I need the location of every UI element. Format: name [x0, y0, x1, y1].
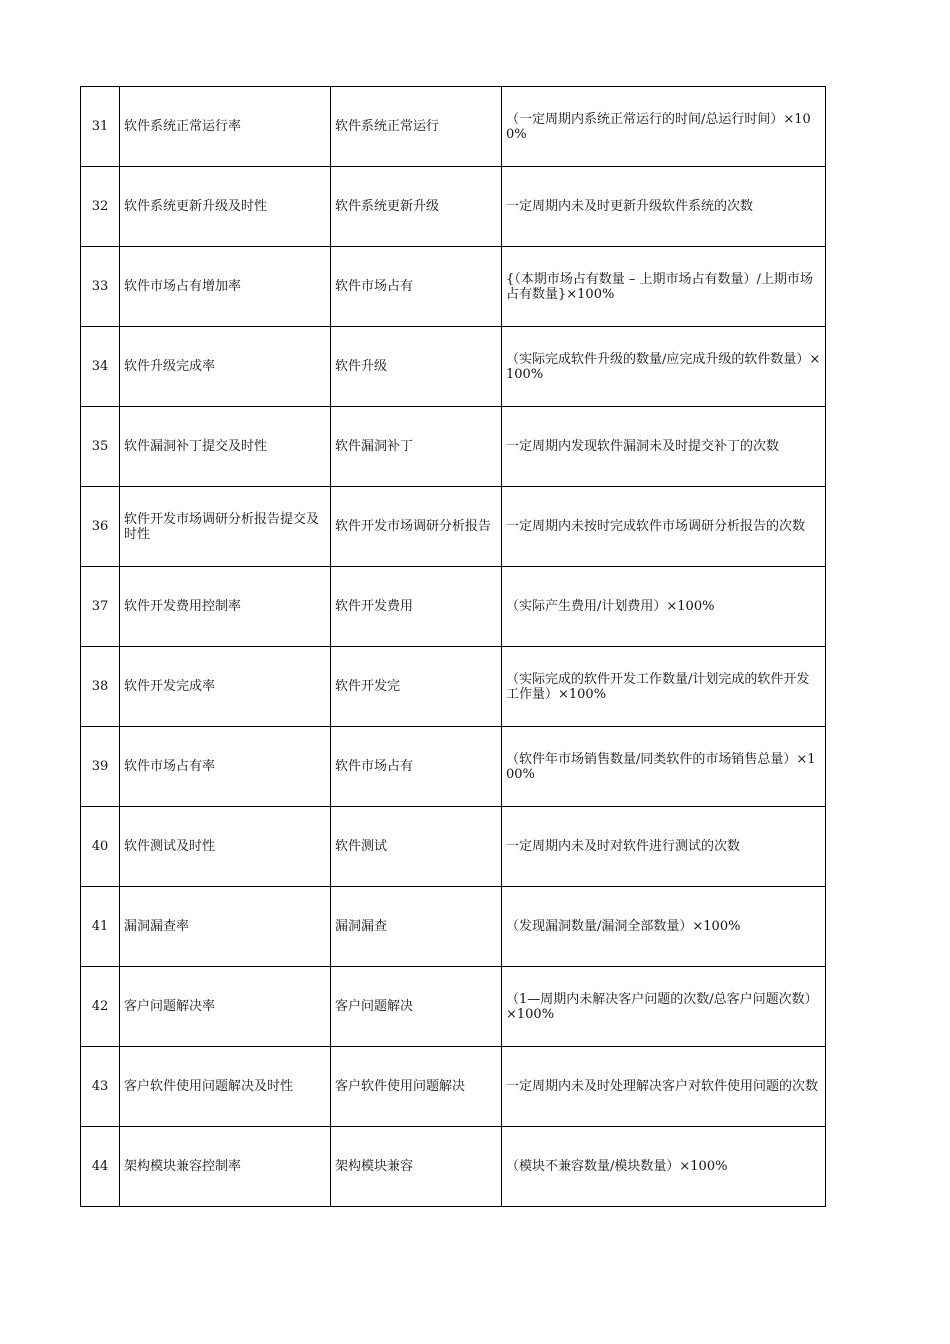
formula-cell: （一定周期内系统正常运行的时间/总运行时间）×100% — [502, 87, 826, 167]
formula-cell: 一定周期内未及时处理解决客户对软件使用问题的次数 — [502, 1047, 826, 1127]
table-row — [81, 967, 826, 1047]
row-number-cell: 44 — [81, 1127, 120, 1207]
row-number-cell: 33 — [81, 247, 120, 327]
formula-cell: （实际产生费用/计划费用）×100% — [502, 567, 826, 647]
indicator-name-cell: 软件系统更新升级及时性 — [120, 167, 331, 247]
row-number-cell: 34 — [81, 327, 120, 407]
table-row — [81, 87, 826, 167]
row-number-cell: 41 — [81, 887, 120, 967]
assessment-item-cell: 软件漏洞补丁 — [331, 407, 502, 487]
table-row — [81, 167, 826, 247]
row-number-cell: 32 — [81, 167, 120, 247]
indicator-name-cell: 软件系统正常运行率 — [120, 87, 331, 167]
assessment-item-cell: 软件升级 — [331, 327, 502, 407]
formula-cell: 一定周期内发现软件漏洞未及时提交补丁的次数 — [502, 407, 826, 487]
row-number-cell: 31 — [81, 87, 120, 167]
formula-cell: （发现漏洞数量/漏洞全部数量）×100% — [502, 887, 826, 967]
indicator-name-cell: 客户问题解决率 — [120, 967, 331, 1047]
formula-cell: 一定周期内未及时更新升级软件系统的次数 — [502, 167, 826, 247]
formula-cell: （软件年市场销售数量/同类软件的市场销售总量）×100% — [502, 727, 826, 807]
row-number-cell: 36 — [81, 487, 120, 567]
assessment-item-cell: 软件开发完 — [331, 647, 502, 727]
table-row — [81, 1047, 826, 1127]
row-number-cell: 42 — [81, 967, 120, 1047]
indicator-name-cell: 软件开发费用控制率 — [120, 567, 331, 647]
table-row — [81, 727, 826, 807]
table-row — [81, 567, 826, 647]
assessment-item-cell: 软件市场占有 — [331, 727, 502, 807]
formula-cell: （模块不兼容数量/模块数量）×100% — [502, 1127, 826, 1207]
row-number-cell: 39 — [81, 727, 120, 807]
formula-cell: 一定周期内未按时完成软件市场调研分析报告的次数 — [502, 487, 826, 567]
table-row — [81, 1127, 826, 1207]
row-number-cell: 35 — [81, 407, 120, 487]
assessment-item-cell: 软件市场占有 — [331, 247, 502, 327]
indicator-name-cell: 软件开发市场调研分析报告提交及时性 — [120, 487, 331, 567]
indicator-name-cell: 软件市场占有率 — [120, 727, 331, 807]
row-number-cell: 38 — [81, 647, 120, 727]
table-row — [81, 807, 826, 887]
indicator-name-cell: 软件市场占有增加率 — [120, 247, 331, 327]
assessment-item-cell: 软件开发费用 — [331, 567, 502, 647]
assessment-item-cell: 架构模块兼容 — [331, 1127, 502, 1207]
assessment-item-cell: 软件系统正常运行 — [331, 87, 502, 167]
row-number-cell: 40 — [81, 807, 120, 887]
assessment-item-cell: 软件开发市场调研分析报告 — [331, 487, 502, 567]
table-row — [81, 407, 826, 487]
kpi-table-body — [81, 87, 826, 1207]
kpi-table — [80, 86, 826, 1207]
indicator-name-cell: 软件漏洞补丁提交及时性 — [120, 407, 331, 487]
table-row — [81, 647, 826, 727]
indicator-name-cell: 软件测试及时性 — [120, 807, 331, 887]
table-row — [81, 487, 826, 567]
formula-cell: 一定周期内未及时对软件进行测试的次数 — [502, 807, 826, 887]
table-row — [81, 327, 826, 407]
assessment-item-cell: 漏洞漏查 — [331, 887, 502, 967]
formula-cell: （实际完成软件升级的数量/应完成升级的软件数量）×100% — [502, 327, 826, 407]
row-number-cell: 43 — [81, 1047, 120, 1127]
indicator-name-cell: 架构模块兼容控制率 — [120, 1127, 331, 1207]
formula-cell: {（本期市场占有数量 – 上期市场占有数量）/上期市场占有数量}×100% — [502, 247, 826, 327]
indicator-name-cell: 客户软件使用问题解决及时性 — [120, 1047, 331, 1127]
indicator-name-cell: 软件升级完成率 — [120, 327, 331, 407]
formula-cell: （1—周期内未解决客户问题的次数/总客户问题次数）×100% — [502, 967, 826, 1047]
formula-cell: （实际完成的软件开发工作数量/计划完成的软件开发工作量）×100% — [502, 647, 826, 727]
indicator-name-cell: 软件开发完成率 — [120, 647, 331, 727]
row-number-cell: 37 — [81, 567, 120, 647]
table-row — [81, 887, 826, 967]
assessment-item-cell: 客户问题解决 — [331, 967, 502, 1047]
table-row — [81, 247, 826, 327]
assessment-item-cell: 软件测试 — [331, 807, 502, 887]
indicator-name-cell: 漏洞漏查率 — [120, 887, 331, 967]
assessment-item-cell: 客户软件使用问题解决 — [331, 1047, 502, 1127]
assessment-item-cell: 软件系统更新升级 — [331, 167, 502, 247]
